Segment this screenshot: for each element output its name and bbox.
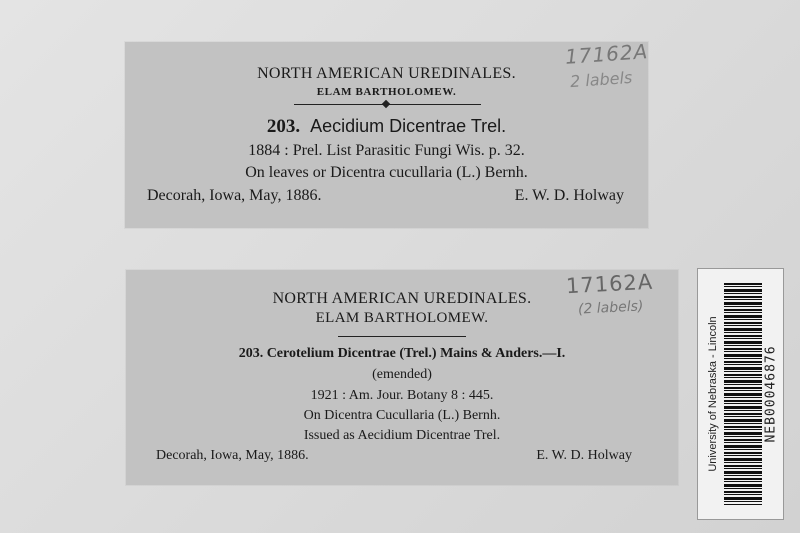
literature-reference: 1884 : Prel. List Parasitic Fungi Wis. p. 32. — [248, 142, 525, 159]
handwritten-number: 17162A — [564, 39, 650, 69]
specimen-label-revised — [126, 270, 678, 485]
barcode-number: NEB00046876 — [763, 345, 779, 443]
collector: E. W. D. Holway — [514, 187, 624, 204]
barcode-label — [697, 268, 784, 520]
label-subtitle: ELAM BARTHOLOMEW. — [315, 310, 489, 326]
label-subtitle: ELAM BARTHOLOMEW. — [316, 86, 457, 98]
locality-date: Decorah, Iowa, May, 1886. — [147, 187, 322, 204]
handwritten-number: 17162A — [565, 269, 654, 299]
label-title: NORTH AMERICAN UREDINALES. — [272, 290, 532, 307]
institution-name: University of Nebraska - Lincoln — [707, 316, 719, 472]
divider-rule — [338, 336, 466, 337]
issued-as-note: Issued as Aecidium Dicentrae Trel. — [303, 428, 501, 443]
ornament-diamond — [382, 100, 390, 108]
handwritten-note: (2 labels) — [577, 298, 644, 318]
emended-note: (emended) — [372, 367, 432, 382]
locality-date: Decorah, Iowa, May, 1886. — [156, 448, 309, 463]
species-line: 203. Cerotelium Dicentrae (Trel.) Mains & Anders.—I. — [238, 346, 566, 361]
barcode-icon — [724, 283, 762, 505]
exsiccata-number: 203. — [266, 116, 301, 137]
species-name: Aecidium Dicentrae Trel. — [310, 116, 507, 136]
literature-reference: 1921 : Am. Jour. Botany 8 : 445. — [310, 388, 494, 403]
label-title: NORTH AMERICAN UREDINALES. — [257, 65, 516, 82]
host-info: On leaves or Dicentra cucullaria (L.) Bernh. — [245, 164, 528, 181]
handwritten-note: 2 labels — [569, 67, 633, 92]
host-info: On Dicentra Cucullaria (L.) Bernh. — [303, 408, 501, 423]
collector: E. W. D. Holway — [536, 448, 632, 463]
species-line — [125, 116, 648, 138]
specimen-label-original — [125, 39, 650, 228]
